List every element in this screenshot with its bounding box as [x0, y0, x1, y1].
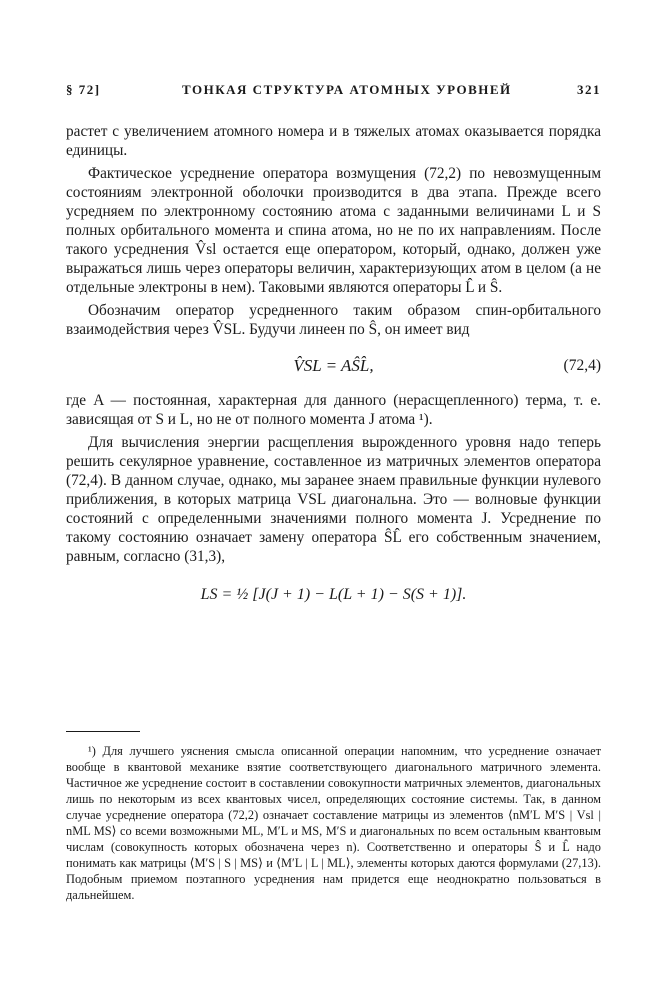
footnote: [66, 743, 601, 903]
formula-72-4-expression: V̂SL = AŜL̂,: [293, 356, 374, 375]
page-title: ТОНКАЯ СТРУКТУРА АТОМНЫХ УРОВНЕЙ: [182, 82, 512, 97]
section-mark: § 72]: [66, 82, 101, 97]
page-number: 321: [577, 82, 601, 97]
paragraph-1: растет с увеличением атомного номера и в тяжелых атомах оказывается порядка единицы.: [66, 123, 601, 159]
paragraph-2: Фактическое усреднение оператора возмущения (72,2) по невозмущенным состояниям электронной оболочки производится в два этапа. Прежде всего усредняем по электронному состоянию атома с заданными величинами L и S полных орбитального момента и спина атома, но не по их направлениям. После такого усреднения V̂sl остается еще оператором, который, однако, должен уже выражаться лишь через операторы величин, характеризующих атом в целом (а не отдельные электроны в нем). Таковыми являются операторы L̂ и Ŝ.: [66, 165, 601, 296]
paragraph-3: Обозначим оператор усредненного таким образом спин-орбитального взаимодействия через V̂SL. Будучи линеен по Ŝ, он имеет вид: [66, 302, 601, 338]
formula-72-4-tag: (72,4): [563, 357, 601, 374]
paragraph-4: где A — постоянная, характерная для данного (нерасщепленного) терма, т. е. зависящая от S и L, но не от полного момента J атома ¹).: [66, 392, 601, 428]
paragraph-5: Для вычисления энергии расщепления вырожденного уровня надо теперь решить секулярное уравнение, составленное из матричных элементов оператора (72,4). В данном случае, однако, мы заранее знаем правильные функции нулевого приближения, в которых матрица VSL диагональна. Это — волновые функции состояний с определенными значениями полного момента J. Усреднение по такому состоянию означает замену оператора ŜL̂ его собственным значением, равным, согласно (31,3),: [66, 434, 601, 565]
main-text: [66, 122, 601, 610]
footnote-rule: [66, 731, 140, 732]
formula-72-4: [66, 349, 601, 383]
footnote-text: ¹) Для лучшего уяснения смысла описанной операции напомним, что усреднение означает вообще в квантовой механике взятие соответствующего диагонального матричного элемента. Частичное же усреднение состоит в составлении совокупности матричных элементов, диагональных лишь по некоторым из всех квантовых чисел, определяющих состояние системы. Так, в данном случае усреднение оператора (72,2) означает составление матрицы из элементов ⟨nM′L M′S | Vsl | nML MS⟩ со всеми возможными ML, M′L и MS, M′S и диагональных по всем остальным квантовым числам (совокупность которых обозначена через n). Соответственно и операторы Ŝ и L̂ надо понимать как матрицы ⟨M′S | S | MS⟩ и ⟨M′L | L | ML⟩, элементы которых даются формулами (27,13). Подобным приемом поэтапного усреднения нам придется еще неоднократно пользоваться в дальнейшем.: [66, 744, 601, 902]
formula-ls: LS = ½ [J(J + 1) − L(L + 1) − S(S + 1)].: [200, 586, 467, 603]
